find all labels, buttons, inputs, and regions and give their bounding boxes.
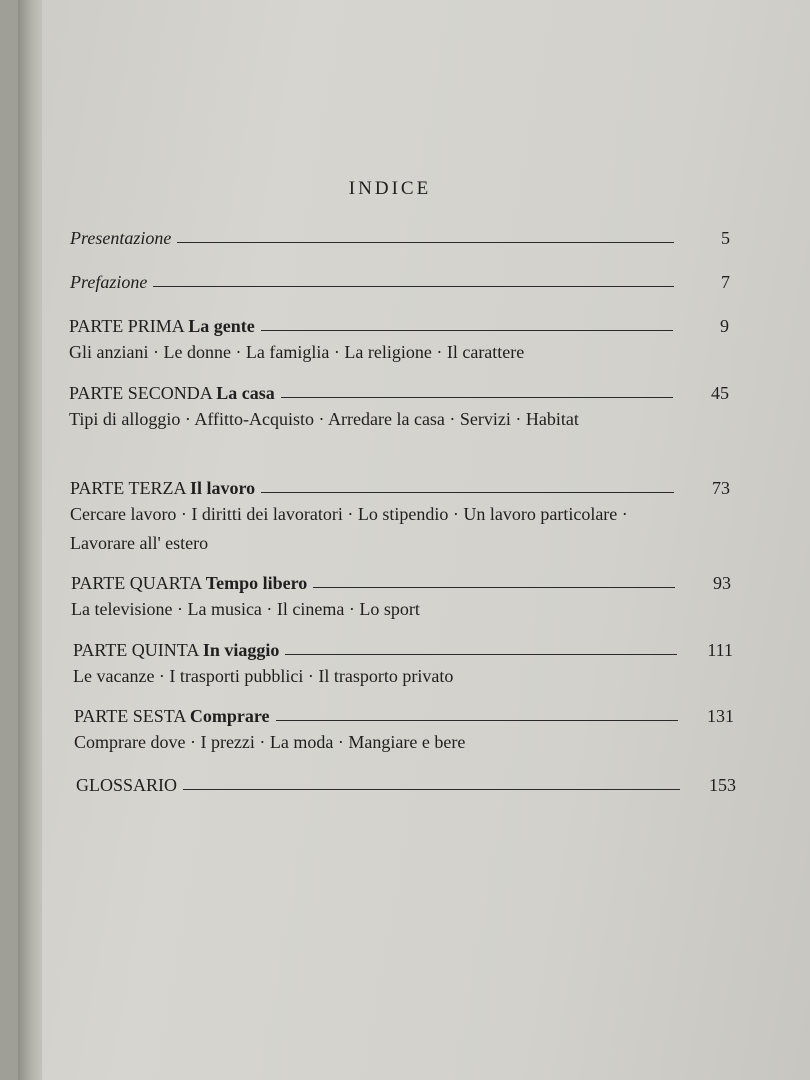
entry-topics: Tipi di alloggio · Affitto-Acquisto · Arredare la casa · Servizi · Habitat xyxy=(69,409,579,429)
page-number: 93 xyxy=(713,573,731,593)
toc-entry-parte-seconda xyxy=(69,380,729,434)
leader-line xyxy=(261,330,673,331)
page-title: INDICE xyxy=(348,178,432,199)
page-number: 45 xyxy=(711,383,729,403)
entry-topics: Comprare dove · I prezzi · La moda · Mangiare e bere xyxy=(74,732,466,752)
part-label: PARTE QUARTA xyxy=(71,573,202,593)
leader-line xyxy=(261,492,674,493)
toc-entry-parte-terza xyxy=(70,475,730,558)
page-number: 111 xyxy=(707,640,733,660)
page-number: 5 xyxy=(721,228,730,248)
toc-entry-parte-quinta xyxy=(73,637,733,691)
page-number: 153 xyxy=(709,775,736,795)
leader-line xyxy=(183,789,680,790)
part-title: Tempo libero xyxy=(205,573,308,593)
entry-heading xyxy=(69,316,255,337)
page-number: 131 xyxy=(707,706,734,726)
entry-topics: Gli anziani · Le donne · La famiglia · La religione · Il carattere xyxy=(69,342,525,362)
toc-entry-glossario xyxy=(76,772,736,796)
entry-title: Presentazione xyxy=(70,228,172,248)
toc-entry-presentazione xyxy=(70,225,730,249)
leader-line xyxy=(281,397,673,398)
entry-title: Prefazione xyxy=(70,272,148,292)
part-title: In viaggio xyxy=(202,640,280,660)
toc-entry-prefazione xyxy=(70,269,730,293)
part-label: PARTE SECONDA xyxy=(69,383,212,403)
leader-line xyxy=(153,286,674,287)
part-label: PARTE TERZA xyxy=(70,478,186,498)
part-label: PARTE SESTA xyxy=(74,706,186,726)
page-number: 7 xyxy=(721,272,730,292)
leader-line xyxy=(285,654,677,655)
toc-entry-parte-quarta xyxy=(71,570,731,624)
toc-entry-parte-prima xyxy=(69,313,729,367)
entry-heading xyxy=(74,706,270,727)
entry-heading xyxy=(71,573,307,594)
entry-topics: Cercare lavoro · I diritti dei lavoratori · Lo stipendio · Un lavoro particolare · Lavorare all' estero xyxy=(70,504,628,553)
part-title: La casa xyxy=(216,383,275,403)
part-title: La gente xyxy=(188,316,255,336)
part-title: Il lavoro xyxy=(189,478,256,498)
leader-line xyxy=(313,587,675,588)
entry-topics: Le vacanze · I trasporti pubblici · Il trasporto privato xyxy=(73,666,454,686)
page-number: 73 xyxy=(712,478,730,498)
page-number: 9 xyxy=(720,316,729,336)
part-title: Comprare xyxy=(189,706,270,726)
entry-title: GLOSSARIO xyxy=(76,775,178,795)
leader-line xyxy=(276,720,678,721)
leader-line xyxy=(177,242,674,243)
toc-entry-parte-sesta xyxy=(74,703,734,757)
entry-topics: La televisione · La musica · Il cinema · Lo sport xyxy=(71,599,420,619)
entry-heading xyxy=(70,478,255,499)
entry-heading xyxy=(69,383,275,404)
entry-heading xyxy=(73,640,279,661)
part-label: PARTE QUINTA xyxy=(73,640,199,660)
part-label: PARTE PRIMA xyxy=(69,316,184,336)
